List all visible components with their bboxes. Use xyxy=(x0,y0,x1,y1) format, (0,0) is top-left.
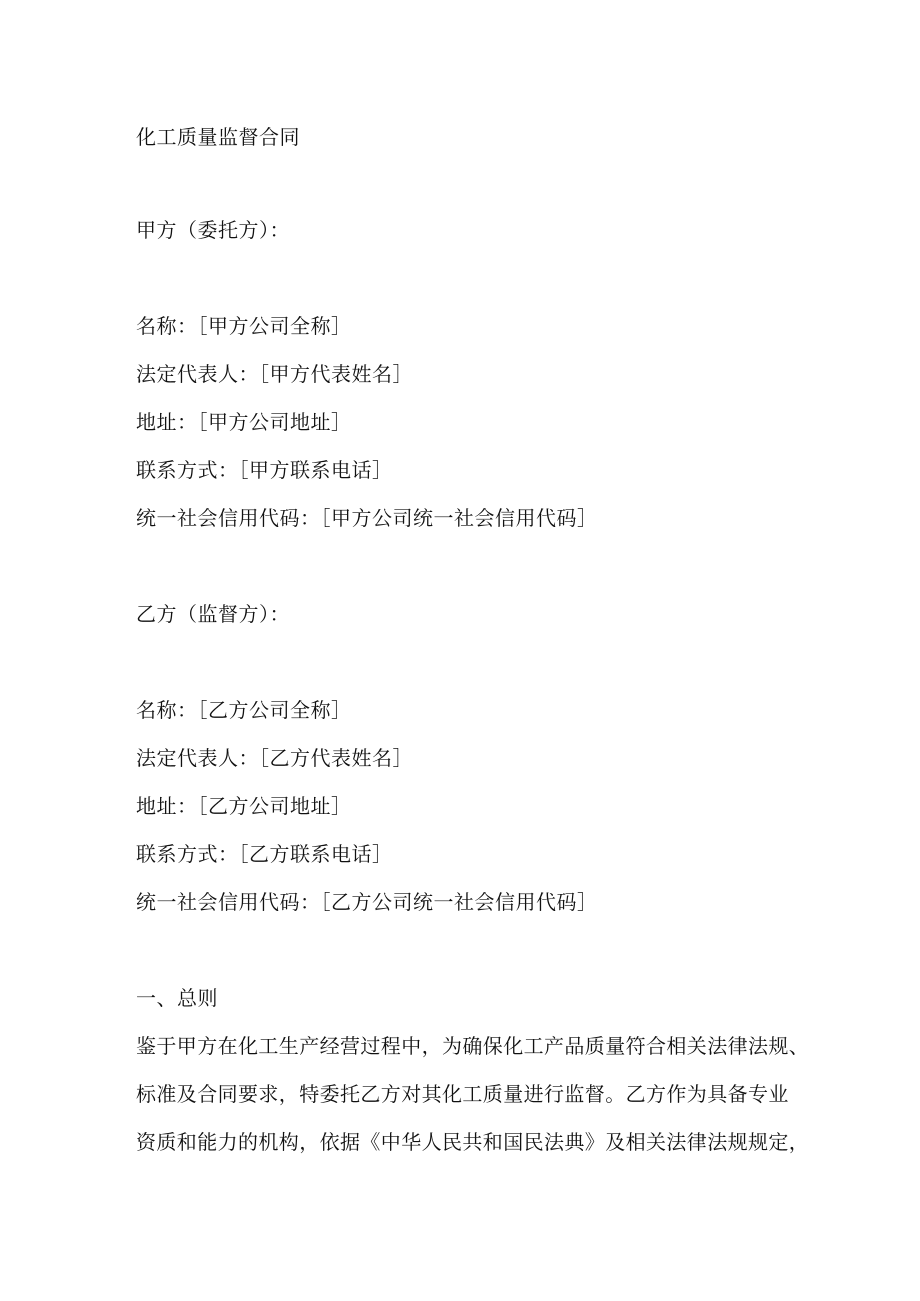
party-a-address: 地址：［甲方公司地址］ xyxy=(136,410,352,434)
section-1-line: 鉴于甲方在化工生产经营过程中，为确保化工产品质量符合相关法律法规、 xyxy=(136,1034,810,1058)
party-a-name: 名称：［甲方公司全称］ xyxy=(136,314,352,338)
party-b-legal-rep: 法定代表人：［乙方代表姓名］ xyxy=(136,746,413,770)
party-a-credit-code: 统一社会信用代码：［甲方公司统一社会信用代码］ xyxy=(136,506,598,530)
party-b-name: 名称：［乙方公司全称］ xyxy=(136,698,352,722)
party-a-legal-rep: 法定代表人：［甲方代表姓名］ xyxy=(136,362,413,386)
party-a-contact: 联系方式：［甲方联系电话］ xyxy=(136,458,393,482)
section-1-line: 资质和能力的机构，依据《中华人民共和国民法典》及相关法律法规规定， xyxy=(136,1130,810,1154)
section-1-line: 标准及合同要求，特委托乙方对其化工质量进行监督。乙方作为具备专业 xyxy=(136,1082,789,1106)
party-b-address: 地址：［乙方公司地址］ xyxy=(136,794,352,818)
party-a-heading: 甲方（委托方）： xyxy=(136,218,290,242)
party-b-contact: 联系方式：［乙方联系电话］ xyxy=(136,842,393,866)
party-b-heading: 乙方（监督方）： xyxy=(136,602,290,626)
party-b-credit-code: 统一社会信用代码：［乙方公司统一社会信用代码］ xyxy=(136,890,598,914)
document-title: 化工质量监督合同 xyxy=(136,125,300,149)
section-1-heading: 一、总则 xyxy=(136,986,218,1010)
